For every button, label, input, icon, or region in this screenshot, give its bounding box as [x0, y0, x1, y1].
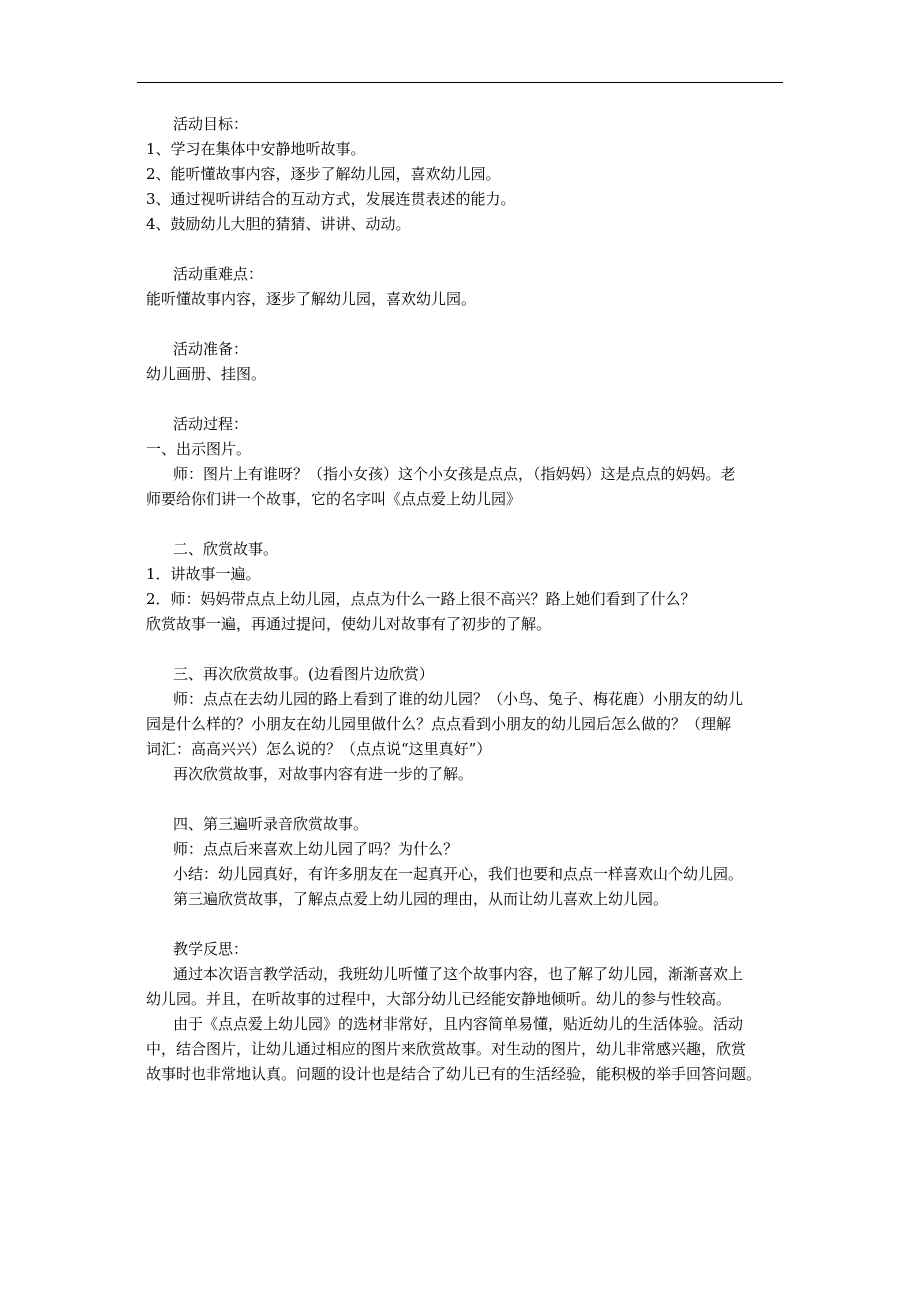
step2-line: 欣赏故事一遍，再通过提问，使幼儿对故事有了初步的了解。	[146, 615, 552, 633]
header-rule	[137, 82, 783, 83]
section-spacer	[146, 912, 786, 937]
step4-title: 四、第三遍听录音欣赏故事。	[173, 815, 369, 833]
step1-title: 一、出示图片。	[146, 440, 252, 458]
goal-item: 1、学习在集体中安静地听故事。	[146, 140, 366, 158]
preparation-text: 幼儿画册、挂图。	[146, 365, 267, 383]
section-spacer	[146, 512, 786, 537]
reflection-line: 通过本次语言教学活动，我班幼儿听懂了这个故事内容，也了解了幼儿园，渐渐喜欢上	[173, 965, 744, 983]
step4-line: 师：点点后来喜欢上幼儿园了吗？为什么？	[173, 840, 459, 858]
step4-line: 第三遍欣赏故事，了解点点爱上幼儿园的理由，从而让幼儿喜欢上幼儿园。	[173, 890, 669, 908]
process-heading: 活动过程：	[173, 415, 249, 433]
preparation-heading: 活动准备：	[173, 340, 249, 358]
goals-heading: 活动目标：	[173, 115, 249, 133]
section-spacer	[146, 387, 786, 412]
step3-line: 再次欣赏故事，对故事内容有进一步的了解。	[173, 765, 474, 783]
step1-line: 师要给你们讲一个故事，它的名字叫《点点爱上幼儿园》	[146, 490, 522, 508]
section-spacer	[146, 637, 786, 662]
goal-item: 2、能听懂故事内容，逐步了解幼儿园，喜欢幼儿园。	[146, 165, 501, 183]
key-points-heading: 活动重难点：	[173, 265, 264, 283]
reflection-line: 故事时也非常地认真。问题的设计也是结合了幼儿已有的生活经验，能积极的举手回答问题。	[146, 1065, 762, 1083]
goal-item: 4、鼓励幼儿大胆的猜猜、讲讲、动动。	[146, 215, 411, 233]
reflection-line: 幼儿园。并且，在听故事的过程中，大部分幼儿已经能安静地倾听。幼儿的参与性较高。	[146, 990, 732, 1008]
reflection-heading: 教学反思：	[173, 940, 249, 958]
step4-line: 小结：幼儿园真好，有许多朋友在一起真开心，我们也要和点点一样喜欢山个幼儿园。	[173, 865, 744, 883]
section-spacer	[146, 312, 786, 337]
step3-line: 词汇：高高兴兴）怎么说的？（点点说“这里真好”）	[146, 740, 492, 758]
step2-line: 2．师：妈妈带点点上幼儿园，点点为什么一路上很不高兴？路上她们看到了什么？	[146, 590, 696, 608]
document-body	[146, 112, 786, 1087]
section-spacer	[146, 237, 786, 262]
step3-line: 师：点点在去幼儿园的路上看到了谁的幼儿园？（小鸟、兔子、梅花鹿）小朋友的幼儿	[173, 690, 744, 708]
section-spacer	[146, 787, 786, 812]
key-points-text: 能听懂故事内容，逐步了解幼儿园，喜欢幼儿园。	[146, 290, 477, 308]
step3-line: 园是什么样的？小朋友在幼儿园里做什么？点点看到小朋友的幼儿园后怎么做的？（理解	[146, 715, 732, 733]
reflection-line: 中，结合图片，让幼儿通过相应的图片来欣赏故事。对生动的图片，幼儿非常感兴趣，欣赏	[146, 1040, 747, 1058]
step2-title: 二、欣赏故事。	[173, 540, 279, 558]
reflection-line: 由于《点点爱上幼儿园》的选材非常好，且内容简单易懂，贴近幼儿的生活体验。活动	[173, 1015, 744, 1033]
goal-item: 3、通过视听讲结合的互动方式，发展连贯表述的能力。	[146, 190, 516, 208]
step3-title: 三、再次欣赏故事。(边看图片边欣赏）	[173, 665, 434, 683]
step1-line: 师：图片上有谁呀？（指小女孩）这个小女孩是点点，（指妈妈）这是点点的妈妈。老	[173, 465, 736, 483]
step2-line: 1．讲故事一遍。	[146, 565, 261, 583]
